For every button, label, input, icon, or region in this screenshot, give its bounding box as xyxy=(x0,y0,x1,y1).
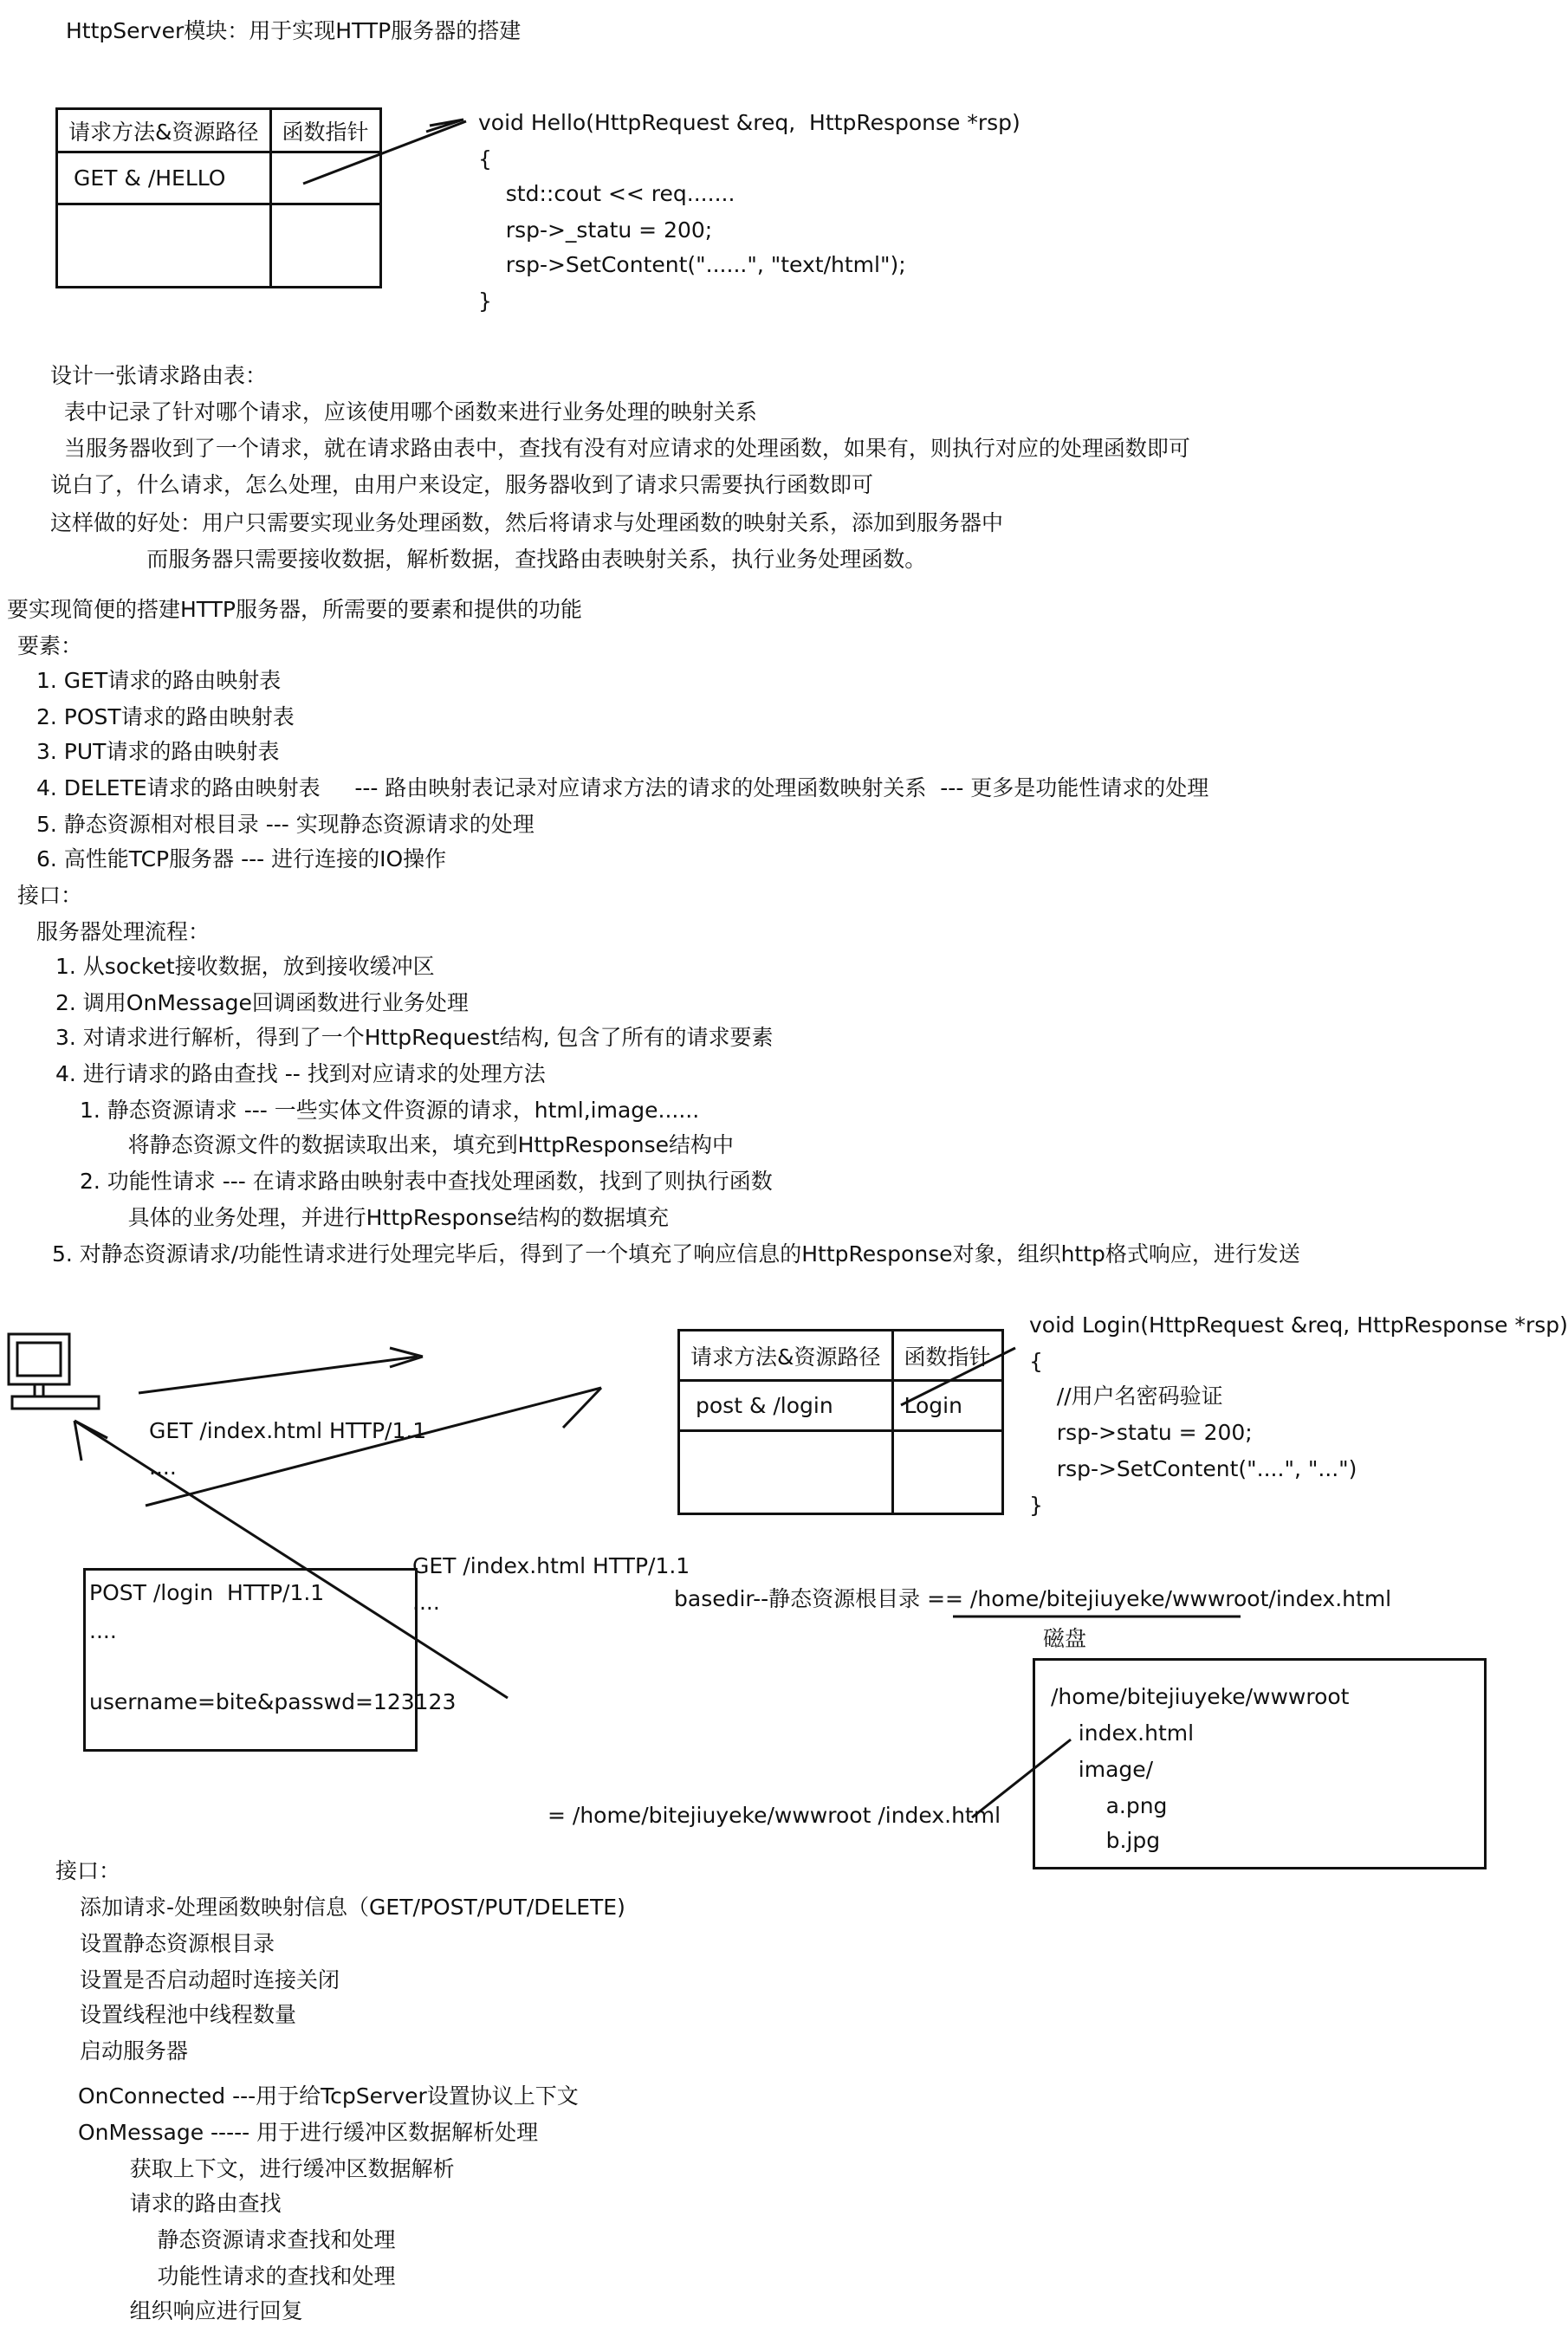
list-item: 功能性请求的查找和处理 xyxy=(88,2264,396,2289)
list-item: 2. 功能性请求 --- 在请求路由映射表中查找处理函数，找到了则执行函数 xyxy=(80,1169,773,1194)
code-line: //用户名密码验证 xyxy=(1029,1383,1223,1409)
disk-label: 磁盘 xyxy=(1043,1626,1087,1651)
post-line: .... xyxy=(89,1618,117,1643)
list-item: 5. 对静态资源请求/功能性请求进行处理完毕后，得到了一个填充了响应信息的HttpResponse对象，组织http格式响应，进行发送 xyxy=(52,1241,1300,1267)
code-line: { xyxy=(478,146,492,172)
route-table-1-header-path: 请求方法&资源路径 xyxy=(57,109,271,152)
post-line: username=bite&passwd=123123 xyxy=(89,1689,457,1714)
disk-entry: /home/bitejiuyeke/wwwroot xyxy=(1051,1684,1350,1709)
code-line: rsp->SetContent("......", "text/html"); xyxy=(478,252,906,277)
list-item: 设置线程池中线程数量 xyxy=(80,2002,297,2027)
design-line: 设计一张请求路由表： xyxy=(50,363,268,388)
list-item: 启动服务器 xyxy=(80,2038,189,2064)
request-line: .... xyxy=(149,1455,177,1480)
disk-entry: image/ xyxy=(1051,1757,1154,1782)
design-line: 表中记录了针对哪个请求，应该使用哪个函数来进行业务处理的映射关系 xyxy=(50,399,757,424)
page-title: HttpServer模块：用于实现HTTP服务器的搭建 xyxy=(66,18,522,43)
list-item: 具体的业务处理，并进行HttpResponse结构的数据填充 xyxy=(80,1205,669,1230)
disk-entry: b.jpg xyxy=(1051,1828,1161,1853)
code-line: rsp->SetContent("....", "...") xyxy=(1029,1456,1357,1481)
code-line: rsp->_statu = 200; xyxy=(478,217,713,243)
route-table-2-row-path: post & /login xyxy=(679,1381,893,1431)
list-item: 5. 静态资源相对根目录 --- 实现静态资源请求的处理 xyxy=(36,812,535,837)
disk-entry: a.png xyxy=(1051,1793,1168,1818)
code-line: rsp->statu = 200; xyxy=(1029,1420,1253,1445)
list-item: 4. 进行请求的路由查找 -- 找到对应请求的处理方法 xyxy=(55,1061,546,1086)
route-table-2 xyxy=(677,1329,1004,1515)
basedir-line xyxy=(674,1585,1391,1613)
list-item: 添加请求-处理函数映射信息（GET/POST/PUT/DELETE) xyxy=(80,1895,625,1920)
route-table-1-header-func: 函数指针 xyxy=(270,109,380,152)
code-line: std::cout << req....... xyxy=(478,181,735,206)
design-line: 而服务器只需要接收数据，解析数据，查找路由表映射关系，执行业务处理函数。 xyxy=(50,547,927,572)
code-line: } xyxy=(1029,1493,1043,1518)
basedir-path: /home/bitejiuyeke/wwwroot xyxy=(969,1586,1269,1611)
list-item: 1. GET请求的路由映射表 xyxy=(36,668,282,693)
elements-label: 要素： xyxy=(17,633,83,658)
list-item: OnConnected ---用于给TcpServer设置协议上下文 xyxy=(78,2083,579,2109)
list-item: 1. 从socket接收数据，放到接收缓冲区 xyxy=(55,954,435,979)
route-table-2-row-func: Login xyxy=(892,1381,1002,1431)
request-line: GET /index.html HTTP/1.1 xyxy=(412,1553,690,1578)
flow-label: 服务器处理流程： xyxy=(36,919,211,944)
list-item: 获取上下文，进行缓冲区数据解析 xyxy=(88,2156,455,2181)
resolved-path: = /home/bitejiuyeke/wwwroot /index.html xyxy=(548,1803,1001,1828)
list-item: 将静态资源文件的数据读取出来，填充到HttpResponse结构中 xyxy=(80,1132,734,1157)
api-label: 接口： xyxy=(55,1858,121,1883)
code-line: } xyxy=(478,288,492,314)
list-item: 请求的路由查找 xyxy=(88,2191,282,2216)
list-item: 1. 静态资源请求 --- 一些实体文件资源的请求，html,image...... xyxy=(80,1098,700,1123)
list-item: 2. POST请求的路由映射表 xyxy=(36,704,295,729)
list-item: 2. 调用OnMessage回调函数进行业务处理 xyxy=(55,990,469,1015)
post-line: POST /login HTTP/1.1 xyxy=(89,1580,325,1605)
post-request-box xyxy=(83,1568,457,1752)
request-line: .... xyxy=(412,1590,440,1615)
route-table-2-header-path: 请求方法&资源路径 xyxy=(679,1331,893,1381)
request-line: GET /index.html HTTP/1.1 xyxy=(149,1418,427,1443)
elements-intro: 要实现简便的搭建HTTP服务器，所需要的要素和提供的功能 xyxy=(7,597,582,622)
list-item: 组织响应进行回复 xyxy=(88,2298,303,2323)
route-table-2-empty-cell xyxy=(892,1431,1002,1514)
interface-label: 接口： xyxy=(17,883,83,908)
disk-box xyxy=(1033,1658,1487,1869)
list-item: 静态资源请求查找和处理 xyxy=(88,2227,396,2252)
list-item: 4. DELETE请求的路由映射表 --- 路由映射表记录对应请求方法的请求的处理函数映射关系 --- 更多是功能性请求的处理 xyxy=(36,775,1209,800)
disk-entry: index.html xyxy=(1051,1720,1195,1746)
design-line: 当服务器收到了一个请求，就在请求路由表中，查找有没有对应请求的处理函数，如果有，则执行对应的处理函数即可 xyxy=(50,436,1190,461)
list-item: 设置静态资源根目录 xyxy=(80,1931,275,1956)
route-table-2-header-func: 函数指针 xyxy=(892,1331,1002,1381)
code-line: { xyxy=(1029,1349,1043,1374)
list-item: 6. 高性能TCP服务器 --- 进行连接的IO操作 xyxy=(36,846,447,871)
code-line: void Login(HttpRequest &req, HttpResponse *rsp) xyxy=(1029,1312,1568,1338)
code-line: void Hello(HttpRequest &req, HttpResponse *rsp) xyxy=(478,110,1020,135)
basedir-prefix: basedir--静态资源根目录 == xyxy=(674,1586,970,1611)
route-table-1-row-path: GET & /HELLO xyxy=(57,152,271,204)
list-item: 3. PUT请求的路由映射表 xyxy=(36,739,280,764)
design-line: 这样做的好处：用户只需要实现业务处理函数，然后将请求与处理函数的映射关系，添加到服务器中 xyxy=(50,510,1004,535)
basedir-suffix: /index.html xyxy=(1268,1586,1392,1611)
computer-icon xyxy=(9,1334,99,1409)
list-item: OnMessage ----- 用于进行缓冲区数据解析处理 xyxy=(78,2120,539,2145)
list-item: 3. 对请求进行解析，得到了一个HttpRequest结构, 包含了所有的请求要素 xyxy=(55,1025,774,1050)
list-item: 设置是否启动超时连接关闭 xyxy=(80,1967,340,1992)
route-table-2-empty-cell xyxy=(679,1431,893,1514)
design-line: 说白了，什么请求，怎么处理，由用户来设定，服务器收到了请求只需要执行函数即可 xyxy=(50,472,874,497)
